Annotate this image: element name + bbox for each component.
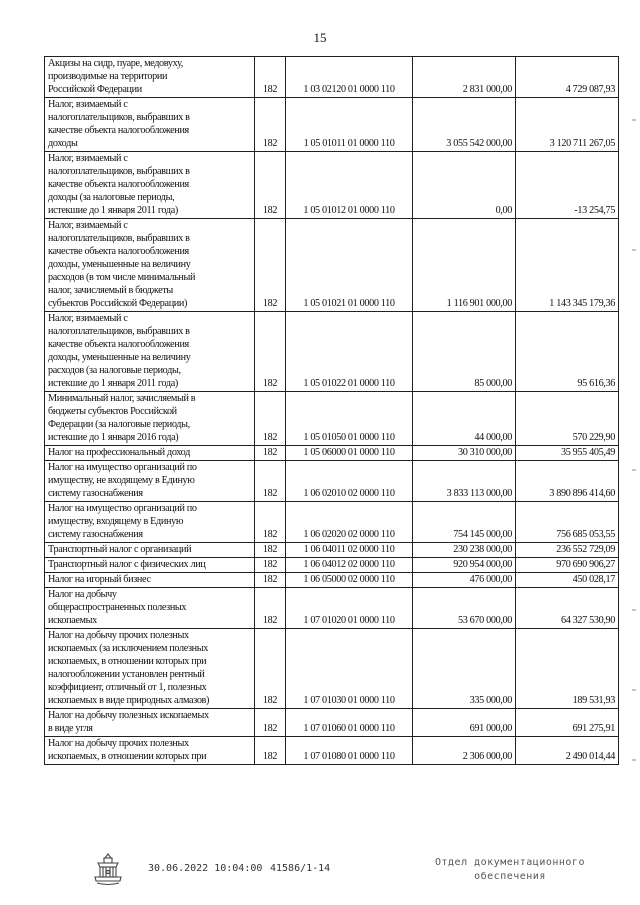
table-row — [45, 219, 619, 312]
kbk-code-cell: 1 07 01080 01 0000 110 — [286, 737, 413, 765]
admin-code-cell: 182 — [255, 392, 286, 446]
admin-code-cell: 182 — [255, 502, 286, 543]
kbk-code-cell: 1 05 01022 01 0000 110 — [286, 312, 413, 392]
tax-name-cell: Налог на добычу прочих полезных ископаемых (за исключением полезных ископаемых, в отношении которых при налогообложении установлен рентный коэффициент, отличный от 1, полезных ископаемых в виде природных алмазов) — [45, 629, 255, 709]
admin-code-cell: 182 — [255, 709, 286, 737]
table-row — [45, 392, 619, 446]
planned-amount-cell: 3 833 113 000,00 — [413, 461, 516, 502]
tax-name-cell: Минимальный налог, зачисляемый в бюджеты субъектов Российской Федерации (за налоговые периоды, истекшие до 1 января 2016 года) — [45, 392, 255, 446]
admin-code-cell: 182 — [255, 461, 286, 502]
footer-date: 30.06.2022 10:04:00 — [148, 863, 263, 874]
tax-name-cell: Налог, взимаемый с налогоплательщиков, выбравших в качестве объекта налогообложения доходы (за налоговые периоды, истекшие до 1 января 2011 года) — [45, 152, 255, 219]
actual-amount-cell: 970 690 906,27 — [516, 558, 619, 573]
actual-amount-cell: 1 143 345 179,36 — [516, 219, 619, 312]
table-row — [45, 461, 619, 502]
kbk-code-cell: 1 05 01012 01 0000 110 — [286, 152, 413, 219]
planned-amount-cell: 3 055 542 000,00 — [413, 98, 516, 152]
margin-marks — [626, 0, 640, 905]
tax-name-cell: Налог на добычу общераспространенных полезных ископаемых — [45, 588, 255, 629]
kbk-code-cell: 1 05 01021 01 0000 110 — [286, 219, 413, 312]
kbk-code-cell: 1 06 05000 02 0000 110 — [286, 573, 413, 588]
actual-amount-cell: 450 028,17 — [516, 573, 619, 588]
tax-name-cell: Транспортный налог с организаций — [45, 543, 255, 558]
admin-code-cell: 182 — [255, 573, 286, 588]
revenue-table-body — [45, 57, 619, 765]
actual-amount-cell: 3 890 896 414,60 — [516, 461, 619, 502]
actual-amount-cell: 64 327 530,90 — [516, 588, 619, 629]
page-footer — [0, 852, 640, 892]
actual-amount-cell: -13 254,75 — [516, 152, 619, 219]
footer-doc-number: 41586/1-14 — [270, 863, 331, 874]
actual-amount-cell: 756 685 053,55 — [516, 502, 619, 543]
planned-amount-cell: 85 000,00 — [413, 312, 516, 392]
kbk-code-cell: 1 05 01011 01 0000 110 — [286, 98, 413, 152]
kbk-code-cell: 1 06 04011 02 0000 110 — [286, 543, 413, 558]
planned-amount-cell: 691 000,00 — [413, 709, 516, 737]
planned-amount-cell: 230 238 000,00 — [413, 543, 516, 558]
tax-name-cell: Налог на игорный бизнес — [45, 573, 255, 588]
table-row — [45, 152, 619, 219]
table-row — [45, 543, 619, 558]
kbk-code-cell: 1 07 01060 01 0000 110 — [286, 709, 413, 737]
tax-name-cell: Налог, взимаемый с налогоплательщиков, выбравших в качестве объекта налогообложения доходы, уменьшенные на величину расходов (в том числе минимальный налог, зачисляемый в бюджеты субъектов Российской Федерации) — [45, 219, 255, 312]
page-number: 15 — [313, 30, 327, 45]
table-row — [45, 629, 619, 709]
planned-amount-cell: 30 310 000,00 — [413, 446, 516, 461]
kbk-code-cell: 1 07 01020 01 0000 110 — [286, 588, 413, 629]
tax-name-cell: Налог на добычу прочих полезных ископаемых, в отношении которых при — [45, 737, 255, 765]
admin-code-cell: 182 — [255, 558, 286, 573]
actual-amount-cell: 2 490 014,44 — [516, 737, 619, 765]
actual-amount-cell: 570 229,90 — [516, 392, 619, 446]
tax-name-cell: Налог на профессиональный доход — [45, 446, 255, 461]
emblem-icon — [92, 852, 124, 886]
planned-amount-cell: 754 145 000,00 — [413, 502, 516, 543]
planned-amount-cell: 920 954 000,00 — [413, 558, 516, 573]
kbk-code-cell: 1 03 02120 01 0000 110 — [286, 57, 413, 98]
actual-amount-cell: 3 120 711 267,05 — [516, 98, 619, 152]
kbk-code-cell: 1 06 04012 02 0000 110 — [286, 558, 413, 573]
kbk-code-cell: 1 05 01050 01 0000 110 — [286, 392, 413, 446]
admin-code-cell: 182 — [255, 98, 286, 152]
planned-amount-cell: 476 000,00 — [413, 573, 516, 588]
table-row — [45, 573, 619, 588]
kbk-code-cell: 1 07 01030 01 0000 110 — [286, 629, 413, 709]
table-row — [45, 588, 619, 629]
tax-name-cell: Налог, взимаемый с налогоплательщиков, выбравших в качестве объекта налогообложения доходы, уменьшенные на величину расходов (за налоговые периоды, истекшие до 1 января 2011 года) — [45, 312, 255, 392]
admin-code-cell: 182 — [255, 152, 286, 219]
actual-amount-cell: 691 275,91 — [516, 709, 619, 737]
table-row — [45, 558, 619, 573]
admin-code-cell: 182 — [255, 446, 286, 461]
planned-amount-cell: 335 000,00 — [413, 629, 516, 709]
table-row — [45, 312, 619, 392]
tax-name-cell: Налог на имущество организаций по имуществу, входящему в Единую систему газоснабжения — [45, 502, 255, 543]
footer-department: Отдел документационного обеспечения — [435, 857, 585, 882]
actual-amount-cell: 95 616,36 — [516, 312, 619, 392]
planned-amount-cell: 2 306 000,00 — [413, 737, 516, 765]
tax-name-cell: Налог на добычу полезных ископаемых в виде угля — [45, 709, 255, 737]
admin-code-cell: 182 — [255, 629, 286, 709]
admin-code-cell: 182 — [255, 588, 286, 629]
tax-name-cell: Налог на имущество организаций по имуществу, не входящему в Единую систему газоснабжения — [45, 461, 255, 502]
table-row — [45, 57, 619, 98]
admin-code-cell: 182 — [255, 543, 286, 558]
table-row — [45, 737, 619, 765]
planned-amount-cell: 0,00 — [413, 152, 516, 219]
table-row — [45, 709, 619, 737]
kbk-code-cell: 1 06 02020 02 0000 110 — [286, 502, 413, 543]
planned-amount-cell: 44 000,00 — [413, 392, 516, 446]
kbk-code-cell: 1 06 02010 02 0000 110 — [286, 461, 413, 502]
tax-name-cell: Налог, взимаемый с налогоплательщиков, выбравших в качестве объекта налогообложения доходы — [45, 98, 255, 152]
actual-amount-cell: 236 552 729,09 — [516, 543, 619, 558]
actual-amount-cell: 4 729 087,93 — [516, 57, 619, 98]
kbk-code-cell: 1 05 06000 01 0000 110 — [286, 446, 413, 461]
table-row — [45, 502, 619, 543]
revenue-table — [44, 56, 619, 765]
planned-amount-cell: 2 831 000,00 — [413, 57, 516, 98]
admin-code-cell: 182 — [255, 219, 286, 312]
admin-code-cell: 182 — [255, 312, 286, 392]
tax-name-cell: Акцизы на сидр, пуаре, медовуху, производимые на территории Российской Федерации — [45, 57, 255, 98]
admin-code-cell: 182 — [255, 737, 286, 765]
planned-amount-cell: 1 116 901 000,00 — [413, 219, 516, 312]
table-row — [45, 98, 619, 152]
planned-amount-cell: 53 670 000,00 — [413, 588, 516, 629]
actual-amount-cell: 189 531,93 — [516, 629, 619, 709]
table-row — [45, 446, 619, 461]
admin-code-cell: 182 — [255, 57, 286, 98]
tax-name-cell: Транспортный налог с физических лиц — [45, 558, 255, 573]
actual-amount-cell: 35 955 405,49 — [516, 446, 619, 461]
